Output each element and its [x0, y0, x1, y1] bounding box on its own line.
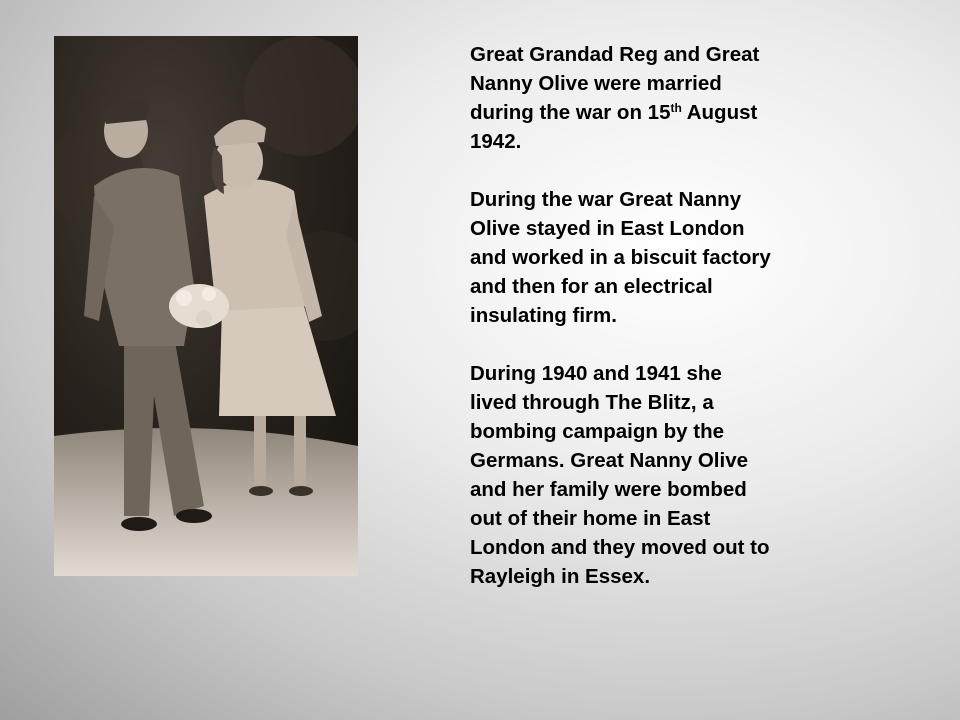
text-line: and then for an electrical — [470, 275, 713, 298]
text-line: and her family were bombed — [470, 478, 747, 501]
text-line: during the war on 15 — [470, 101, 671, 124]
text-line: insulating firm. — [470, 304, 617, 327]
text-line: 1942. — [470, 130, 522, 153]
text-line: August — [681, 101, 758, 124]
text-line: and worked in a biscuit factory — [470, 246, 771, 269]
text-line: London and they moved out to — [470, 536, 770, 559]
story-text — [470, 40, 840, 591]
text-line: During 1940 and 1941 she — [470, 362, 722, 385]
text-line: Rayleigh in Essex. — [470, 565, 651, 588]
paragraph-marriage — [470, 40, 840, 156]
text-line: lived through The Blitz, a — [470, 391, 714, 414]
text-line: During the war Great Nanny — [470, 188, 742, 211]
text-line: Nanny Olive were married — [470, 72, 722, 95]
text-line: Great Grandad Reg and Great — [470, 43, 760, 66]
paragraph-war-work — [470, 185, 840, 330]
text-line: out of their home in East — [470, 507, 711, 530]
text-line: Olive stayed in East London — [470, 217, 745, 240]
paragraph-blitz — [470, 359, 840, 591]
text-line: Germans. Great Nanny Olive — [470, 449, 749, 472]
text-line: bombing campaign by the — [470, 420, 724, 443]
wedding-photograph-image — [54, 36, 358, 576]
ordinal-suffix: th — [670, 101, 682, 115]
wedding-photograph — [54, 36, 358, 576]
